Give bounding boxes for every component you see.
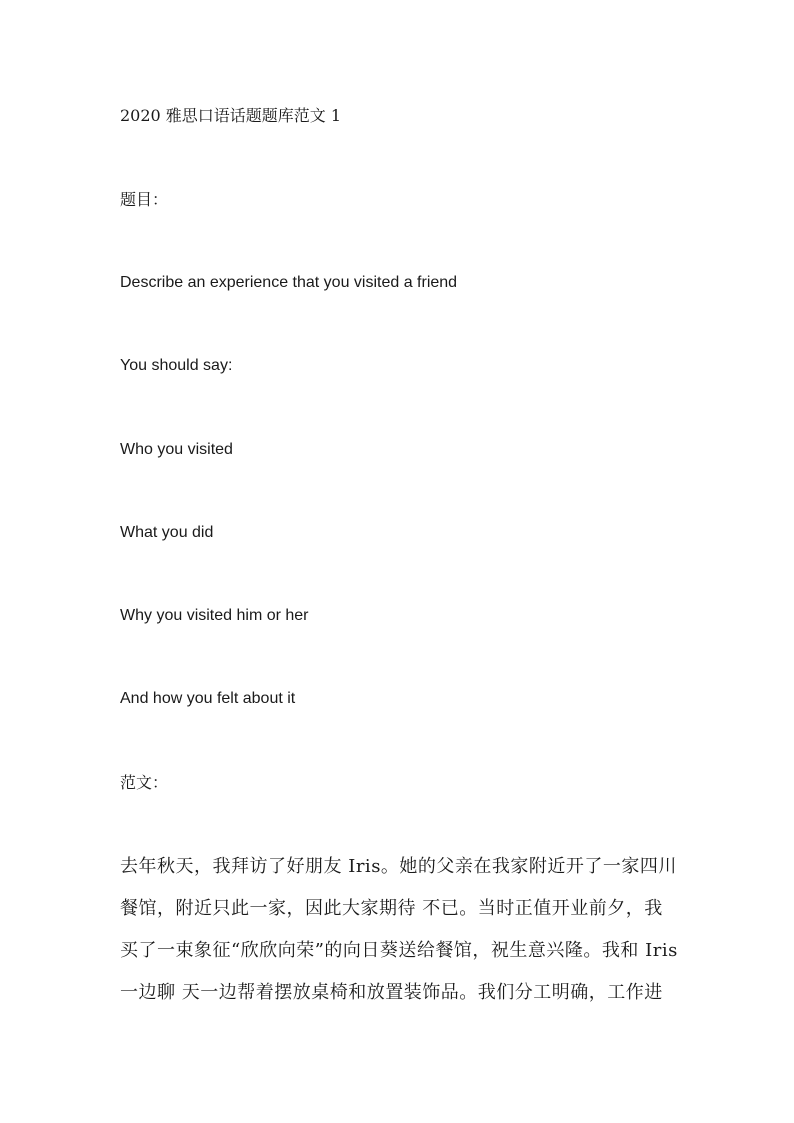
essay-label: 范文：: [120, 773, 169, 792]
essay-line: 买了一束象征“欣欣向荣”的向日葵送给餐馆，祝生意兴隆。我和 Iris: [120, 940, 678, 961]
topic-label: 题目：: [120, 190, 169, 209]
essay-line: 餐馆，附近只此一家，因此大家期待 不已。当时正值开业前夕，我: [120, 898, 663, 919]
topic-prompt: Describe an experience that you visited a friend: [120, 274, 458, 291]
should-say-label: You should say:: [120, 357, 233, 374]
point-item: Who you visited: [120, 441, 233, 458]
point-item: Why you visited him or her: [120, 607, 309, 624]
document-title: 2020 雅思口语话题题库范文 1: [120, 106, 342, 125]
essay-line: 一边聊 天一边帮着摆放桌椅和放置装饰品。我们分工明确，工作进: [120, 982, 663, 1003]
essay-line: 去年秋天，我拜访了好朋友 Iris。她的父亲在我家附近开了一家四川: [120, 856, 677, 877]
point-item: And how you felt about it: [120, 690, 296, 707]
point-item: What you did: [120, 524, 214, 541]
